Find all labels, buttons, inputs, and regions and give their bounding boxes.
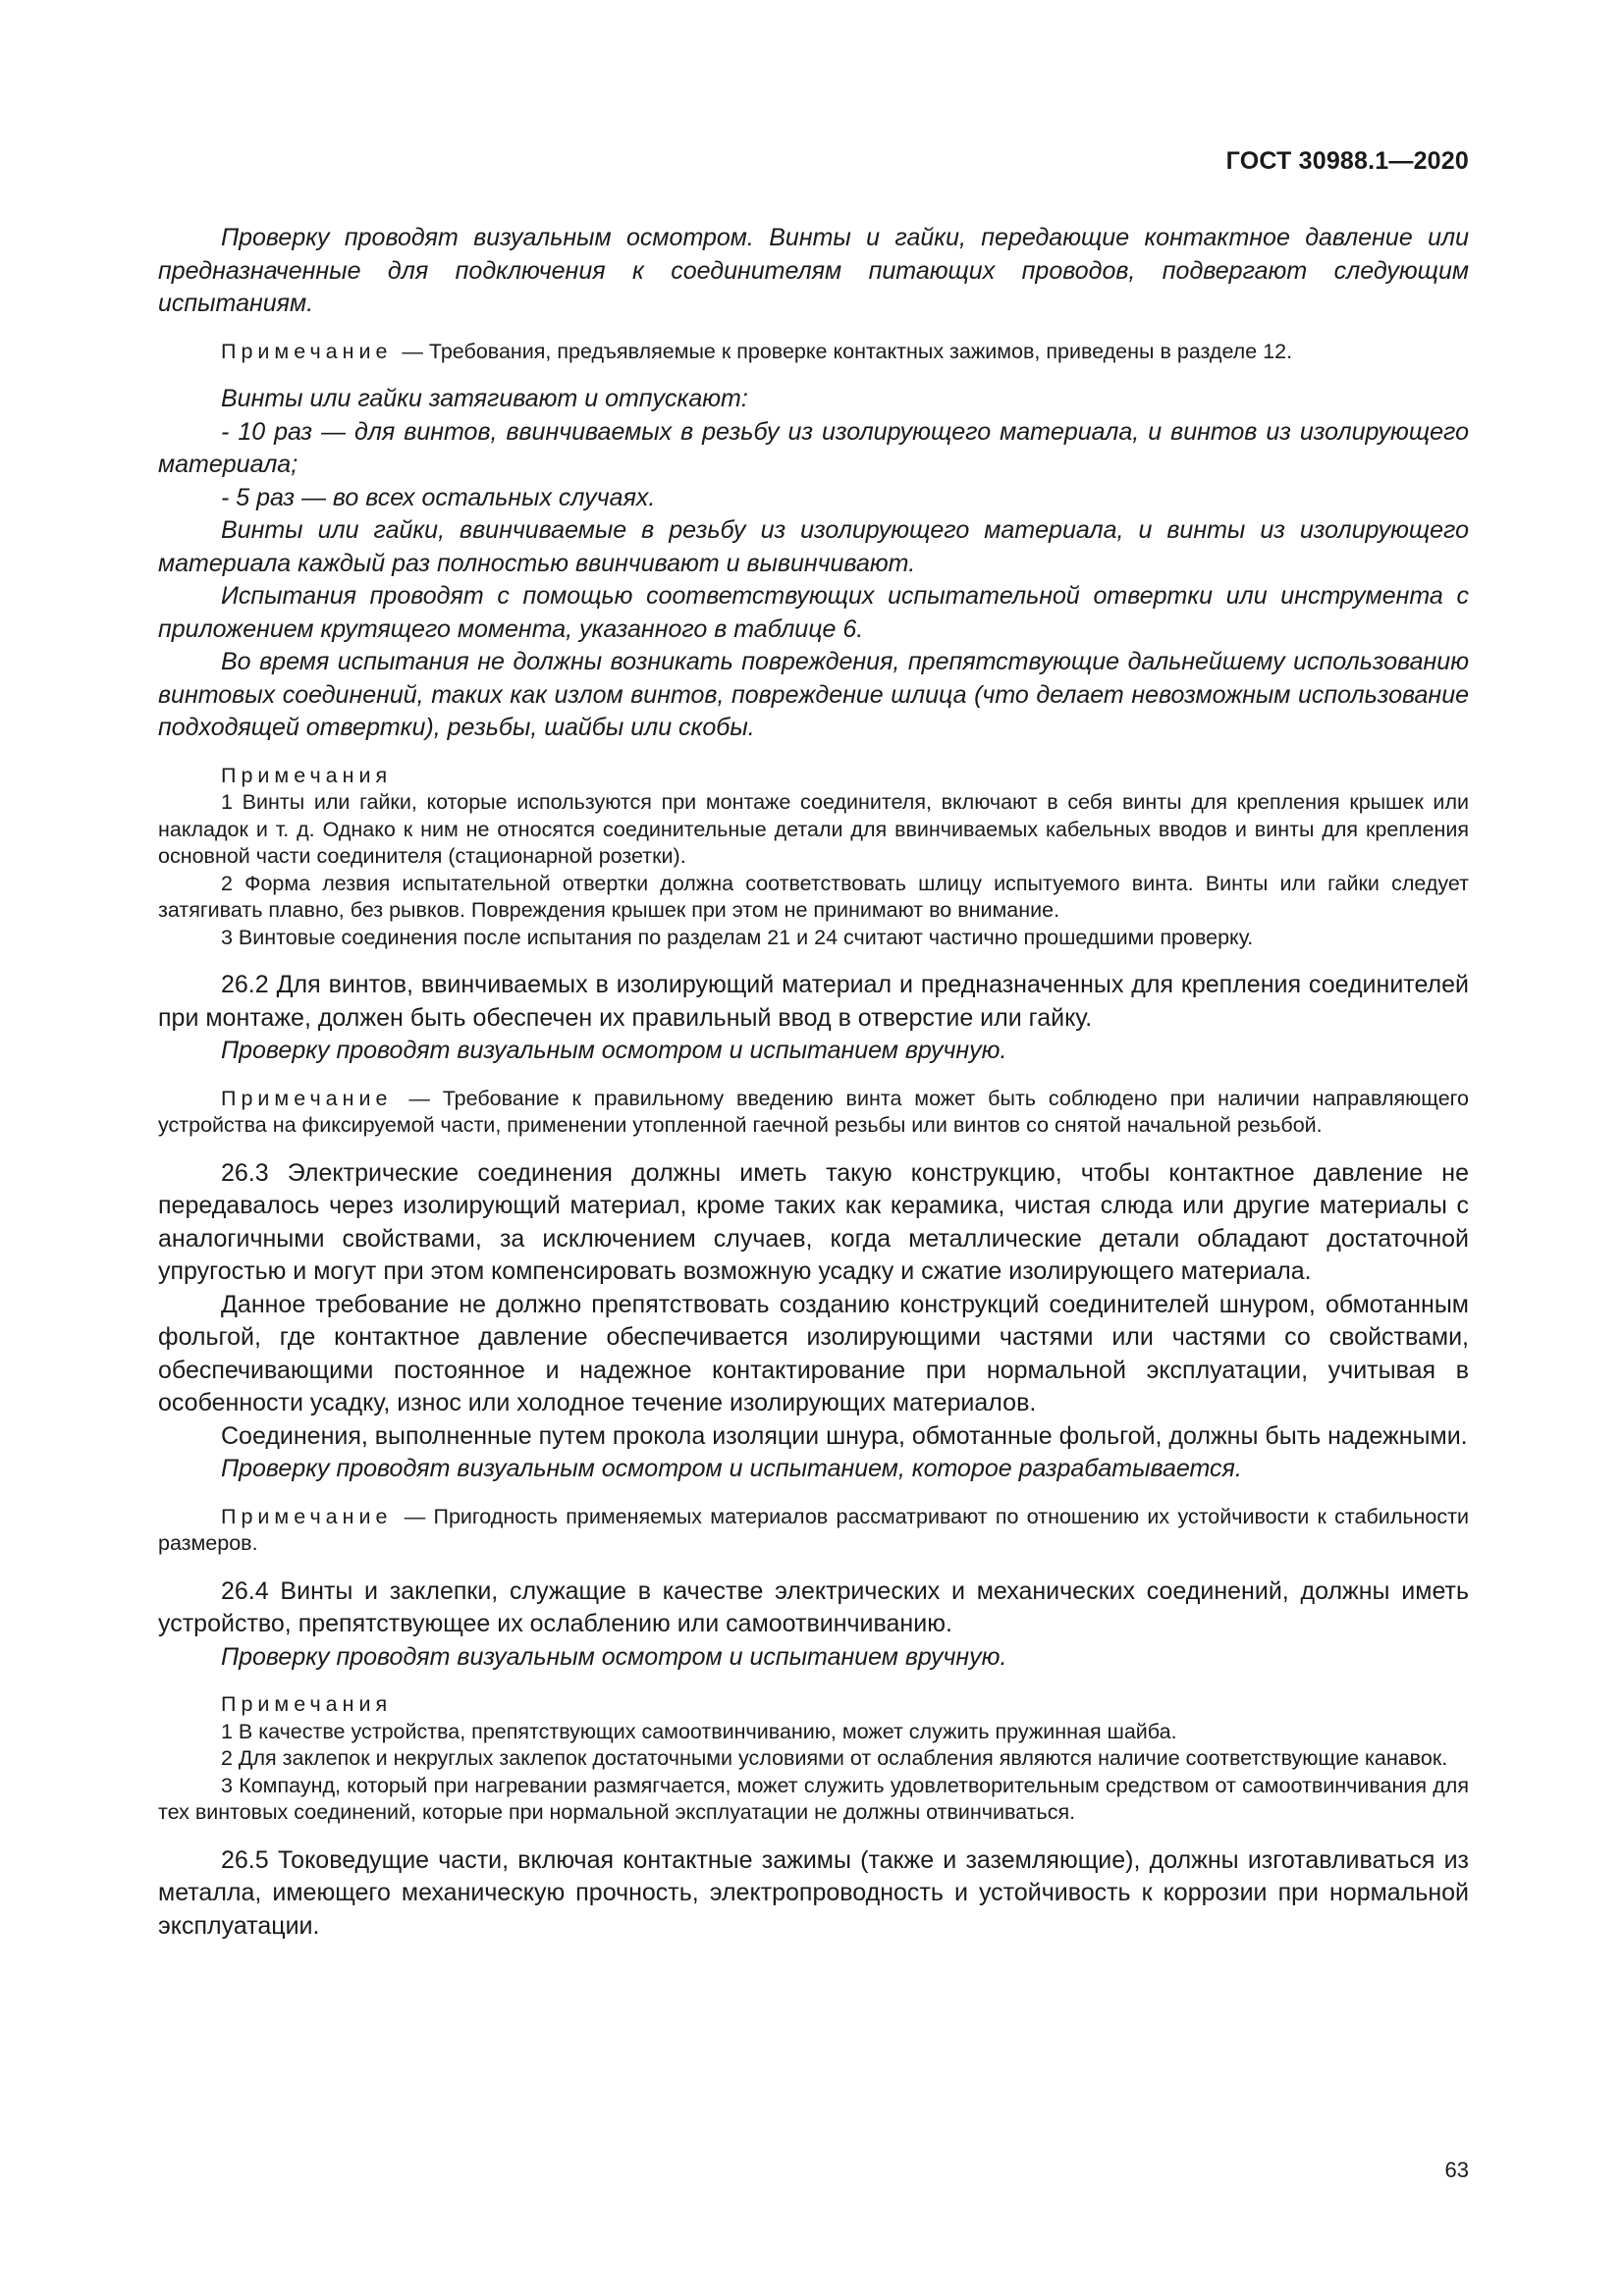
- note-text: — Требования, предъявляемые к проверке контактных зажимов, приведены в разделе 12.: [396, 339, 1293, 363]
- section-26-5: 26.5 Токоведущие части, включая контактные зажимы (также и заземляющие), должны изготавливаться из металла, имеющего механическую прочность, электропроводность и устойчивость к коррозии при нормальной эксплуатации.: [158, 1845, 1469, 1940]
- paragraph: Соединения, выполненные путем прокола изоляции шнура, обмотанные фольгой, должны быть надежными.: [221, 1421, 1468, 1450]
- page-content: [158, 222, 1469, 1943]
- list-item: - 5 раз — во всех остальных случаях.: [221, 483, 656, 511]
- note: [158, 1504, 1469, 1558]
- paragraph: Испытания проводят с помощью соответствующих испытательной отвертки или инструмента с приложением крутящего момента, указанного в таблице 6.: [158, 582, 1469, 643]
- note-text: — Пригодность применяемых материалов рассматривают по отношению их устойчивости к стабильности размеров.: [158, 1504, 1469, 1555]
- note-item: 2 Форма лезвия испытательной отвертки должна соответствовать шлицу испытуемого винта. Винты или гайки следует затягивать плавно, без рывков. Повреждения крышек при этом не принимают во внимание.: [158, 871, 1469, 922]
- section-26-4: 26.4 Винты и заклепки, служащие в качестве электрических и механических соединений, должны иметь устройство, препятствующее их ослаблению или самоотвинчиванию.: [158, 1576, 1469, 1637]
- paragraph: Во время испытания не должны возникать повреждения, препятствующие дальнейшему использованию винтовых соединений, таких как излом винтов, повреждение шлица (что делает невозможным использование подходящей отвертки), резьбы, шайбы или скобы.: [158, 648, 1469, 741]
- check-paragraph: Проверку проводят визуальным осмотром и испытанием, которое разрабатывается.: [221, 1455, 1242, 1482]
- note-item: 3 Компаунд, который при нагревании размягчается, может служить удовлетворительным средством от самоотвинчивания для тех винтовых соединений, которые при нормальной эксплуатации не должны отвинчиваться.: [158, 1773, 1469, 1824]
- note: [158, 1086, 1469, 1140]
- paragraph: Винты или гайки, ввинчиваемые в резьбу из изолирующего материала, и винты из изолирующего материала каждый раз полностью ввинчивают и вывинчивают.: [158, 516, 1469, 577]
- note-item: 3 Винтовые соединения после испытания по разделам 21 и 24 считают частично прошедшими проверку.: [221, 925, 1254, 949]
- paragraph: Винты или гайки затягивают и отпускают:: [221, 385, 748, 412]
- document-id-header: ГОСТ 30988.1—2020: [1225, 147, 1469, 175]
- note-label: Примечание: [221, 1086, 393, 1110]
- page-number: 63: [1444, 2158, 1469, 2182]
- list-item: - 10 раз — для винтов, ввинчиваемых в резьбу из изолирующего материала, и винтов из изолирующего материала;: [158, 417, 1469, 478]
- check-paragraph: Проверку проводят визуальным осмотром. Винты и гайки, передающие контактное давление или предназначенные для подключения к соединителям питающих проводов, подвергают следующим испытаниям.: [158, 224, 1469, 317]
- note-label: Примечание: [221, 1504, 393, 1528]
- check-paragraph: Проверку проводят визуальным осмотром и испытанием вручную.: [221, 1037, 1007, 1064]
- note-text: — Требование к правильному введению винта может быть соблюдено при наличии направляющего устройства на фиксируемой части, применении утопленной гаечной резьбы или винтов со снятой начальной резьбой.: [158, 1086, 1469, 1137]
- paragraph: Данное требование не должно препятствовать созданию конструкций соединителей шнуром, обмотанным фольгой, где контактное давление обеспечивается изолирующими частями или частями со свойствами, обеспечивающими постоянное и надежное контактирование при нормальной эксплуатации, учитывая в особенности усадку, износ или холодное течение изолирующих материалов.: [158, 1290, 1469, 1416]
- note-item: 1 В качестве устройства, препятствующих самоотвинчиванию, может служить пружинная шайба.: [221, 1719, 1177, 1743]
- note-item: 2 Для заклепок и некруглых заклепок достаточными условиями от ослабления являются наличие соответствующие канавок.: [221, 1746, 1448, 1770]
- note-label: Примечание: [221, 339, 393, 363]
- note-item: 1 Винты или гайки, которые используются при монтаже соединителя, включают в себя винты для крепления крышек или накладок и т. д. Однако к ним не относятся соединительные детали для ввинчиваемых кабельных вводов и винты для крепления основной части соединителя (стационарной розетки).: [158, 790, 1469, 868]
- note: [158, 339, 1469, 366]
- notes-heading: Примечания: [221, 1692, 393, 1716]
- section-26-2: 26.2 Для винтов, ввинчиваемых в изолирующий материал и предназначенных для крепления соединителей при монтаже, должен быть обеспечен их правильный ввод в отверстие или гайку.: [158, 971, 1469, 1032]
- notes-heading: Примечания: [221, 763, 393, 787]
- section-26-3: 26.3 Электрические соединения должны иметь такую конструкцию, чтобы контактное давление не передавалось через изолирующий материал, кроме таких как керамика, чистая слюда или другие материалы с аналогичными свойствами, за исключением случаев, когда металлические детали обладают достаточной упругостью и могут при этом компенсировать возможную усадку и сжатие изолирующего материала.: [158, 1158, 1469, 1285]
- check-paragraph: Проверку проводят визуальным осмотром и испытанием вручную.: [221, 1642, 1007, 1671]
